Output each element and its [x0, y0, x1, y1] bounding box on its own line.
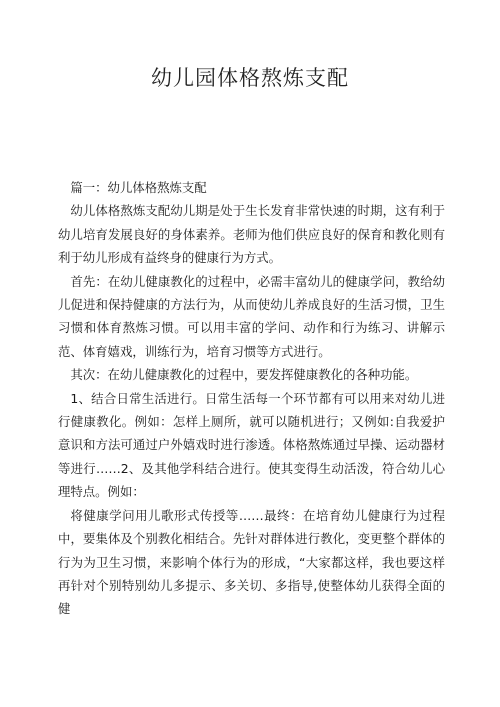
paragraph: 幼儿体格熬炼支配幼儿期是处于生长发育非常快速的时期，这有利于幼儿培育发展良好的身体素养。老师为他们供应良好的保育和教化则有利于幼儿形成有益终身的健康行为方式。 — [58, 203, 445, 266]
document-title: 幼儿园体格熬炼支配 — [151, 66, 349, 90]
paragraph: 首先：在幼儿健康教化的过程中，必需丰富幼儿的健康学问，教给幼儿促进和保持健康的方法行为，从而使幼儿养成良好的生活习惯，卫生习惯和体育熬炼习惯。可以用丰富的学问、动作和行为练习、讲解示范、体育嬉戏，训练行为，培育习惯等方式进行。 — [58, 273, 445, 359]
paragraph: 其次：在幼儿健康教化的过程中，要发挥健康教化的各种功能。 — [70, 367, 418, 383]
section-heading: 篇一：幼儿体格熬炼支配 — [70, 180, 207, 195]
paragraph: 1、结合日常生活进行。日常生活每一个环节都有可以用来对幼儿进行健康教化。例如：怎样上厕所，就可以随机进行；又例如:自我爱护意识和方法可通过户外嬉戏时进行渗透。体格熬炼通过早操、运动器材等进行……2、及其他学科结合进行。使其变得生动活泼，符合幼儿心理特点。例如： — [58, 390, 445, 500]
document-body — [58, 176, 445, 621]
paragraph: 将健康学问用儿歌形式传授等……最终：在培育幼儿健康行为过程中，要集体及个别教化相结合。先针对群体进行教化，变更整个群体的行为为卫生习惯，来影响个体行为的形成，“大家都这样，我也要这样再针对个别特别幼儿多提示、多关切、多指导,使整体幼儿获得全面的健 — [58, 507, 445, 617]
